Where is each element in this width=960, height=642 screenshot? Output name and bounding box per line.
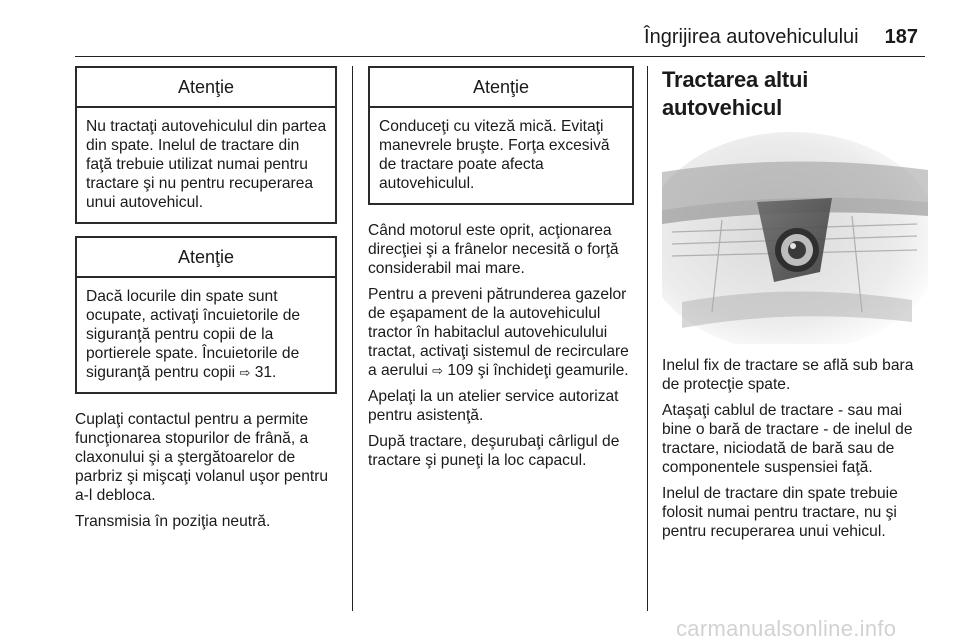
warning-box-rear-towing: [75, 66, 337, 224]
paragraph-rear-eye-usage: Inelul de tractare din spate trebuie folosit numai pentru tractare, nu şi pentru recuperarea unui vehicul.: [662, 485, 898, 540]
page-header-title: Îngrijirea autovehiculului: [644, 26, 859, 48]
page-reference-link[interactable]: 31.: [254, 364, 277, 381]
section-title: Tractarea altui autovehicul: [662, 67, 809, 120]
column-middle: [368, 66, 634, 477]
header-divider: [75, 56, 925, 57]
paragraph-steering: Când motorul este oprit, acţionarea direcţiei şi a frânelor necesită o forţă considerabil mai mare.: [368, 222, 619, 277]
warning-box-low-speed: [368, 66, 634, 205]
paragraph-neutral: Transmisia în poziţia neutră.: [75, 513, 271, 530]
warning-title: Atenţie: [77, 68, 335, 108]
paragraph-service: Apelaţi la un atelier service autorizat pentru asistenţă.: [368, 388, 619, 424]
arrow-reference-icon: ⇨: [239, 365, 251, 380]
page-number: 187: [884, 26, 918, 48]
paragraph-text: şi închideţi geamurile.: [477, 362, 629, 379]
warning-text-body: Dacă locurile din spate sunt ocupate, activaţi încuietorile de siguranţă pentru copii de la portierele spate. Încuietorile de siguranţă pentru copii: [86, 288, 301, 381]
column-divider-2: [647, 66, 648, 611]
page-reference-link[interactable]: 109: [447, 362, 474, 379]
paragraph-tow-eye-location: Inelul fix de tractare se află sub bara de protecţie spate.: [662, 357, 914, 393]
column-right: [662, 66, 928, 548]
paragraph-attach-cable: Ataşaţi cablul de tractare - sau mai bine o bară de tractare - de inelul de tractare, niciodată de bară sau de componentele suspensiei faţă.: [662, 402, 913, 476]
paragraph-text: Pentru a preveni pătrunderea gazelor de eşapament de la autovehiculul tractor în habitaclul autovehiculului tractat, activaţi sistemul de recirculare a aerului: [368, 286, 629, 379]
column-left: [75, 66, 337, 538]
warning-text: [77, 278, 335, 392]
page-header: [0, 26, 918, 54]
paragraph-recirculation: [368, 285, 634, 380]
arrow-reference-icon: ⇨: [432, 363, 444, 378]
warning-title: Atenţie: [370, 68, 632, 108]
warning-box-child-locks: [75, 236, 337, 394]
watermark: carmanualsonline.info: [676, 616, 897, 641]
paragraph-after-towing: După tractare, deşurubaţi cârligul de tractare şi puneţi la loc capacul.: [368, 433, 620, 469]
column-divider-1: [352, 66, 353, 611]
warning-text: Conduceţi cu viteză mică. Evitaţi manevrele bruşte. Forţa excesivă de tractare poate afecta autovehiculul.: [379, 118, 610, 192]
warning-text: Nu tractaţi autovehiculul din partea din spate. Inelul de tractare din faţă trebuie utilizat numai pentru tractare şi nu pentru recuperarea unui autovehicul.: [86, 118, 327, 211]
tow-eye-photo: [662, 132, 928, 344]
warning-title: Atenţie: [77, 238, 335, 278]
paragraph-ignition: Cuplaţi contactul pentru a permite funcţionarea stopurilor de frână, a claxonului şi a ştergătoarelor de parbriz şi mişcaţi volanul uşor pentru a-l debloca.: [75, 411, 329, 504]
